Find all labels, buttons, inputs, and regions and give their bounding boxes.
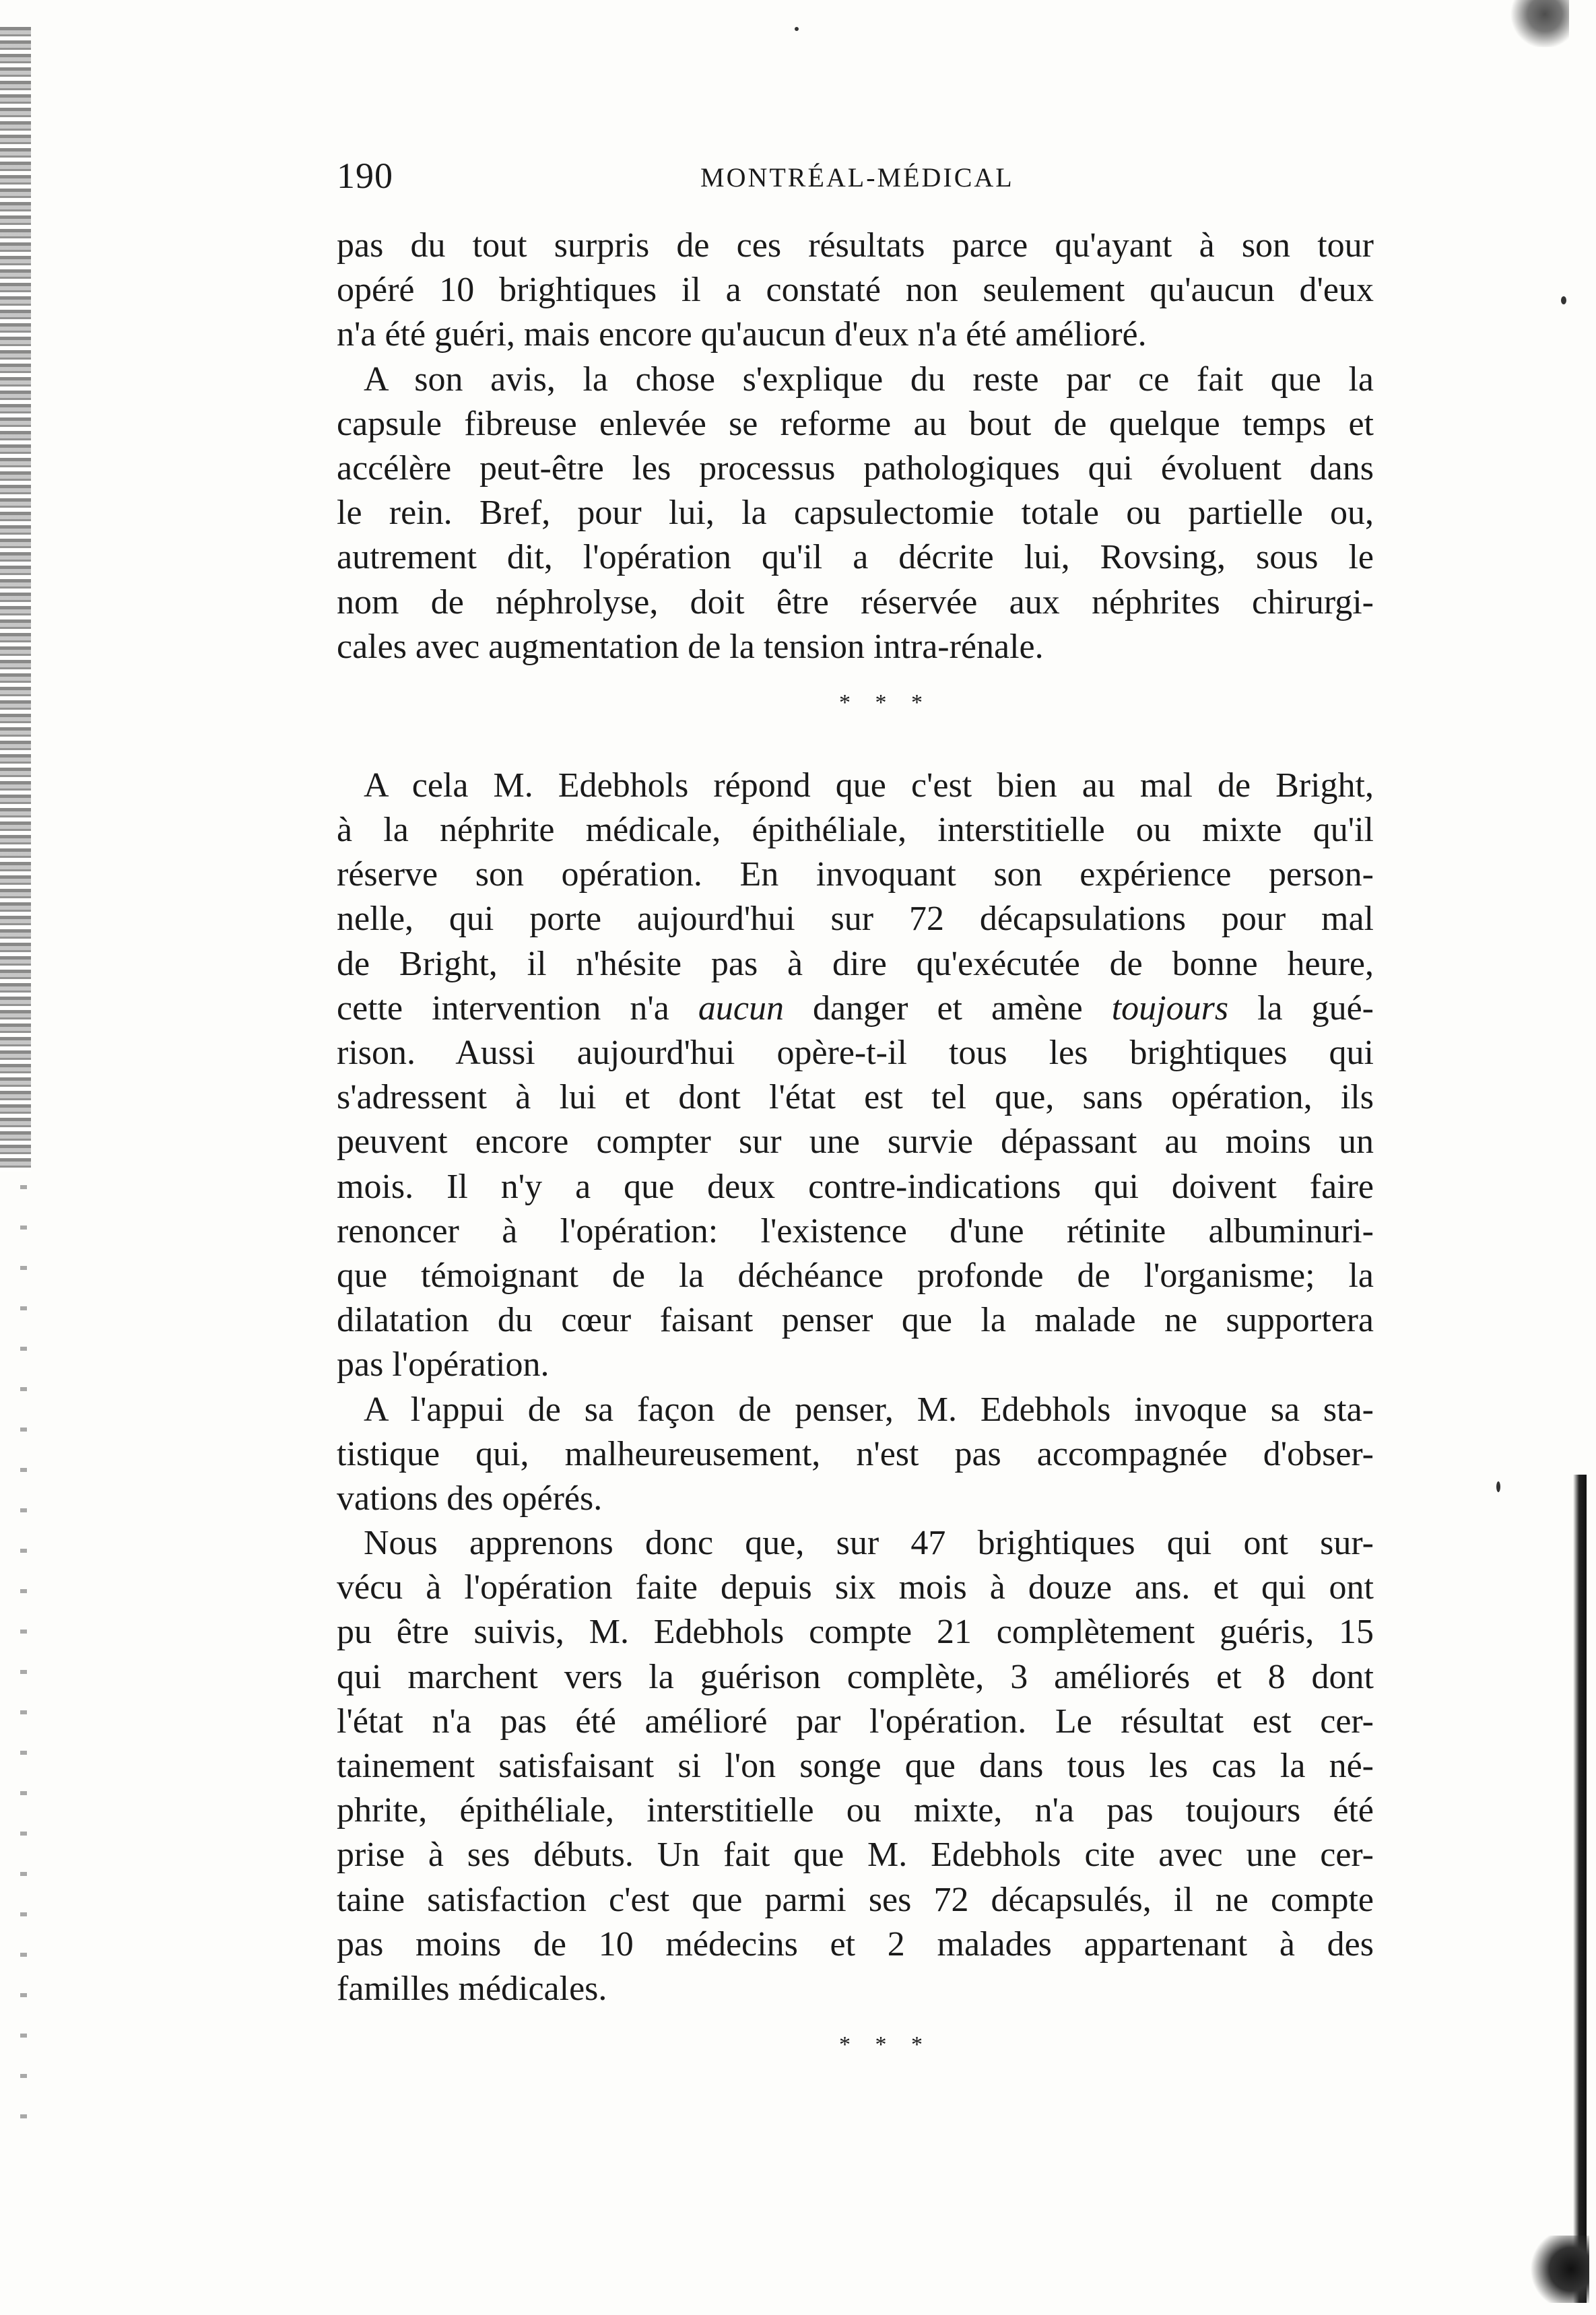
text-line: de Bright, il n'hésite pas à dire qu'exécutée de bonne heure,: [337, 944, 1374, 983]
scan-binding-edge: [0, 27, 31, 1172]
text-segment: la gué-: [1228, 988, 1374, 1028]
text-line: peuvent encore compter sur une survie dépassant au moins un: [337, 1122, 1374, 1162]
text-line: réserve son opération. En invoquant son expérience person-: [337, 855, 1374, 894]
scan-margin-marks: [20, 1185, 27, 2128]
text-line: mois. Il n'y a que deux contre-indications qui doivent faire: [337, 1167, 1374, 1206]
text-line: renoncer à l'opération: l'existence d'une rétinite albuminuri-: [337, 1211, 1374, 1250]
text-line: prise à ses débuts. Un fait que M. Edebhols cite avec une cer-: [337, 1836, 1374, 1875]
running-title: MONTRÉAL-MÉDICAL: [700, 162, 1014, 193]
text-line: A cela M. Edebhols répond que c'est bien au mal de Bright,: [364, 766, 1374, 805]
text-line: l'état n'a pas été amélioré par l'opération. Le résultat est cer-: [337, 1702, 1374, 1741]
text-line: vations des opérés.: [337, 1479, 603, 1518]
text-line: dilatation du cœur faisant penser que la malade ne supportera: [337, 1301, 1374, 1340]
text-line: accélère peut-être les processus pathologiques qui évoluent dans: [337, 448, 1374, 488]
text-line: le rein. Bref, pour lui, la capsulectomie totale ou partielle ou,: [337, 494, 1374, 533]
text-line: pu être suivis, M. Edebhols compte 21 complètement guéris, 15: [337, 1613, 1374, 1652]
italic-word: aucun: [698, 988, 784, 1028]
text-line: s'adressent à lui et dont l'état est tel que, sans opération, ils: [337, 1078, 1374, 1117]
text-line: opéré 10 brightiques il a constaté non seulement qu'aucun d'eux: [337, 271, 1374, 310]
paragraph: [337, 1521, 1374, 2011]
text-line-with-italics: [337, 986, 1374, 1031]
scan-right-edge-shadow: [1573, 1475, 1587, 2303]
text-line: que témoignant de la déchéance profonde de l'organisme; la: [337, 1256, 1374, 1295]
text-line: nom de néphrolyse, doit être réservée aux néphrites chirurgi-: [337, 582, 1374, 622]
paragraph: [337, 358, 1374, 669]
page-header: [337, 155, 1374, 202]
text-line: nelle, qui porte aujourd'hui sur 72 décapsulations pour mal: [337, 900, 1374, 939]
paragraph: [337, 1388, 1374, 1522]
text-line: familles médicales.: [337, 1969, 607, 2008]
text-line: capsule fibreuse enlevée se reforme au bout de quelque temps et: [337, 404, 1374, 443]
stray-dot: [1496, 1481, 1500, 1492]
text-line: phrite, épithéliale, interstitielle ou mixte, n'a pas toujours été: [337, 1791, 1374, 1830]
paragraph: [337, 224, 1374, 358]
text-line: rison. Aussi aujourd'hui opère-t-il tous les brightiques qui: [337, 1034, 1374, 1072]
text-line: A son avis, la chose s'explique du reste par ce fait que la: [364, 360, 1374, 399]
text-line: vécu à l'opération faite depuis six mois à douze ans. et qui ont: [337, 1568, 1374, 1607]
text-segment: cette intervention n'a: [337, 988, 698, 1028]
paragraph: [337, 764, 1374, 1388]
text-line: qui marchent vers la guérison complète, 3 améliorés et 8 dont: [337, 1657, 1374, 1696]
text-line: pas moins de 10 médecins et 2 malades appartenant à des: [337, 1924, 1374, 1964]
text-line: A l'appui de sa façon de penser, M. Edebhols invoque sa sta-: [364, 1390, 1374, 1429]
text-segment: danger et amène: [783, 988, 1112, 1028]
text-line: n'a été guéri, mais encore qu'aucun d'eux n'a été amélioré.: [337, 315, 1147, 354]
stray-dot: [795, 27, 799, 31]
section-separator: * * *: [839, 690, 932, 715]
text-line: tistique qui, malheureusement, n'est pas accompagnée d'obser-: [337, 1434, 1374, 1473]
text-line: pas l'opération.: [337, 1345, 550, 1384]
section-separator: * * *: [839, 2032, 932, 2058]
body-text: [337, 224, 1374, 2079]
text-line: tainement satisfaisant si l'on songe que dans tous les cas la né-: [337, 1747, 1374, 1785]
text-line: à la néphrite médicale, épithéliale, interstitielle ou mixte qu'il: [337, 811, 1374, 850]
stray-dot: [1561, 296, 1566, 304]
text-line: Nous apprenons donc que, sur 47 brightiques qui ont sur-: [364, 1524, 1374, 1563]
text-line: taine satisfaction c'est que parmi ses 72 décapsulés, il ne compte: [337, 1880, 1374, 1919]
italic-word: toujours: [1111, 988, 1229, 1028]
scan-corner-smudge: [1508, 0, 1569, 47]
scan-corner-smudge-bottom: [1529, 2236, 1589, 2303]
text-line: autrement dit, l'opération qu'il a décrite lui, Rovsing, sous le: [337, 538, 1374, 577]
text-line: cales avec augmentation de la tension intra-rénale.: [337, 627, 1044, 666]
page-number: 190: [337, 156, 393, 196]
text-line: pas du tout surpris de ces résultats parce qu'ayant à son tour: [337, 226, 1374, 265]
